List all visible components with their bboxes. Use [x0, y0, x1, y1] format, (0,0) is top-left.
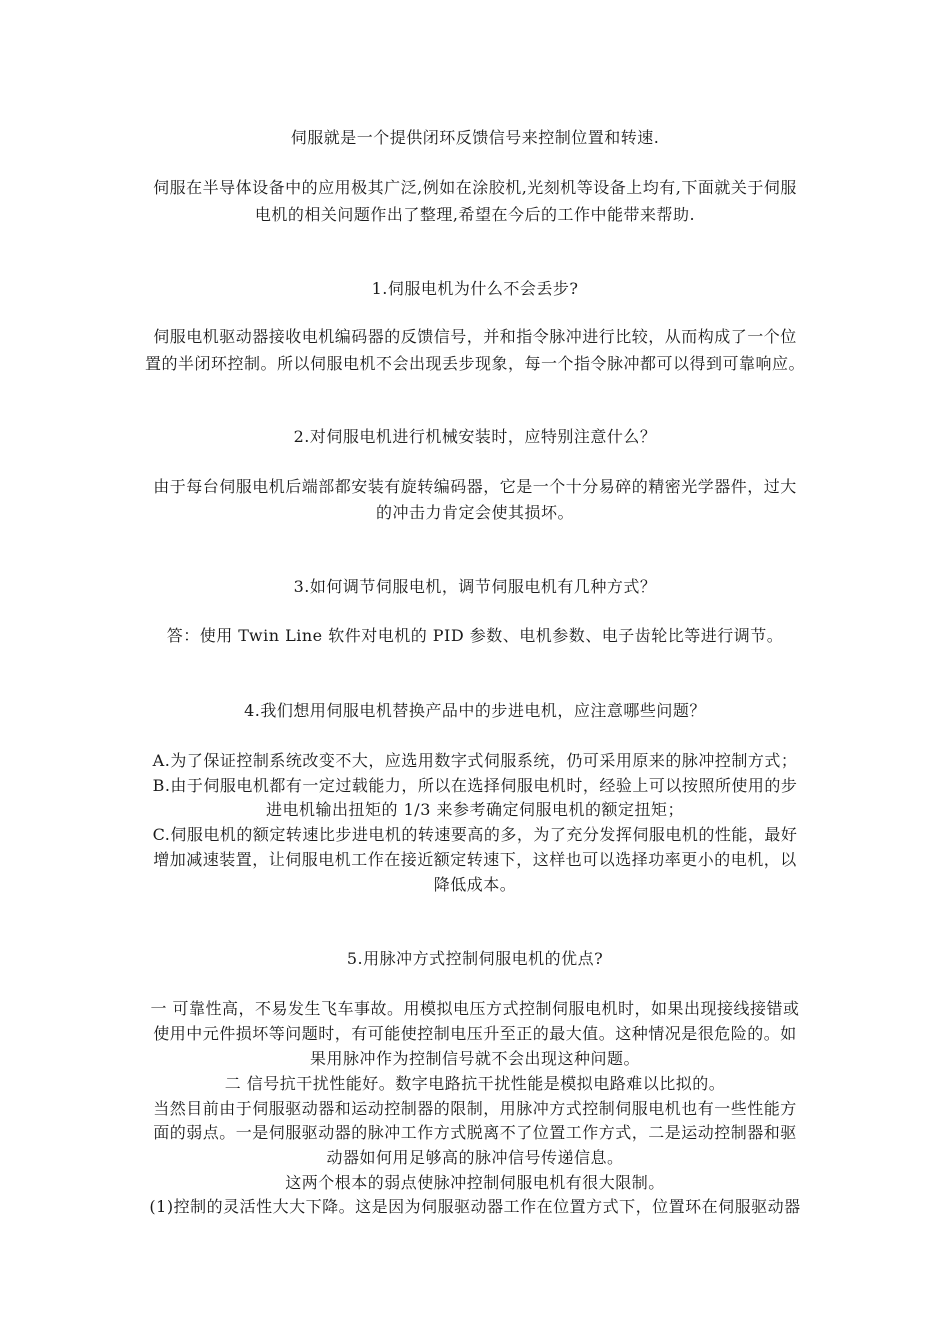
q2-heading: 2.对伺服电机进行机械安装时，应特别注意什么？: [293, 427, 657, 446]
q5-answer-line-3: 果用脉冲作为控制信号就不会出现这种问题。: [309, 1049, 640, 1068]
q4-answer-line-1: A.为了保证控制系统改变不大，应选用数字式伺服系统，仍可采用原来的脉冲控制方式；: [152, 751, 798, 770]
q1-answer-line-1: 伺服电机驱动器接收电机编码器的反馈信号，并和指令脉冲进行比较，从而构成了一个位: [153, 327, 797, 346]
intro-line-3: 电机的相关问题作出了整理,希望在今后的工作中能带来帮助.: [254, 205, 696, 224]
q4-answer-line-3: 进电机输出扭矩的 1/3 来参考确定伺服电机的额定扭矩；: [266, 800, 684, 819]
q5-heading: 5.用脉冲方式控制伺服电机的优点?: [346, 949, 604, 968]
q5-answer-line-9: (1)控制的灵活性大大下降。这是因为伺服驱动器工作在位置方式下，位置环在伺服驱动器: [149, 1197, 801, 1216]
q4-answer-line-5: 增加减速装置，让伺服电机工作在接近额定转速下，这样也可以选择功率更小的电机，以: [153, 850, 797, 869]
q3-answer-line-1: 答：使用 Twin Line 软件对电机的 PID 参数、电机参数、电子齿轮比等进行调节。: [166, 626, 784, 645]
q5-answer-line-1: 一 可靠性高，不易发生飞车事故。用模拟电压方式控制伺服电机时，如果出现接线接错或: [150, 999, 800, 1018]
q5-answer-line-7: 动器如何用足够高的脉冲信号传递信息。: [326, 1148, 624, 1167]
q2-answer-line-1: 由于每台伺服电机后端部都安装有旋转编码器，它是一个十分易碎的精密光学器件，过大: [153, 477, 797, 496]
q4-answer-line-2: B.由于伺服电机都有一定过载能力，所以在选择伺服电机时，经验上可以按照所使用的步: [152, 776, 798, 795]
q1-heading: 1.伺服电机为什么不会丢步?: [371, 279, 579, 298]
q5-answer-line-6: 面的弱点。一是伺服驱动器的脉冲工作方式脱离不了位置工作方式，二是运动控制器和驱: [153, 1123, 797, 1142]
q5-answer-line-5: 当然目前由于伺服驱动器和运动控制器的限制，用脉冲方式控制伺服电机也有一些性能方: [153, 1099, 797, 1118]
q3-heading: 3.如何调节伺服电机，调节伺服电机有几种方式？: [293, 577, 657, 596]
q5-answer-line-8: 这两个根本的弱点使脉冲控制伺服电机有很大限制。: [285, 1173, 665, 1192]
q5-answer-line-4: 二 信号抗干扰性能好。数字电路抗干扰性能是模拟电路难以比拟的。: [224, 1074, 726, 1093]
intro-line-1: 伺服就是一个提供闭环反馈信号来控制位置和转速.: [290, 128, 660, 147]
q4-heading: 4.我们想用伺服电机替换产品中的步进电机，应注意哪些问题？: [244, 701, 706, 720]
q4-answer-line-4: C.伺服电机的额定转速比步进电机的转速要高的多，为了充分发挥伺服电机的性能，最好: [152, 825, 798, 844]
q2-answer-line-2: 的冲击力肯定会使其损坏。: [375, 503, 574, 522]
intro-line-2: 伺服在半导体设备中的应用极其广泛,例如在涂胶机,光刻机等设备上均有,下面就关于伺服: [153, 178, 797, 197]
q1-answer-line-2: 置的半闭环控制。所以伺服电机不会出现丢步现象，每一个指令脉冲都可以得到可靠响应。: [144, 354, 805, 373]
q4-answer-line-6: 降低成本。: [433, 875, 517, 894]
q5-answer-line-2: 使用中元件损坏等问题时，有可能使控制电压升至正的最大值。这种情况是很危险的。如: [153, 1024, 797, 1043]
